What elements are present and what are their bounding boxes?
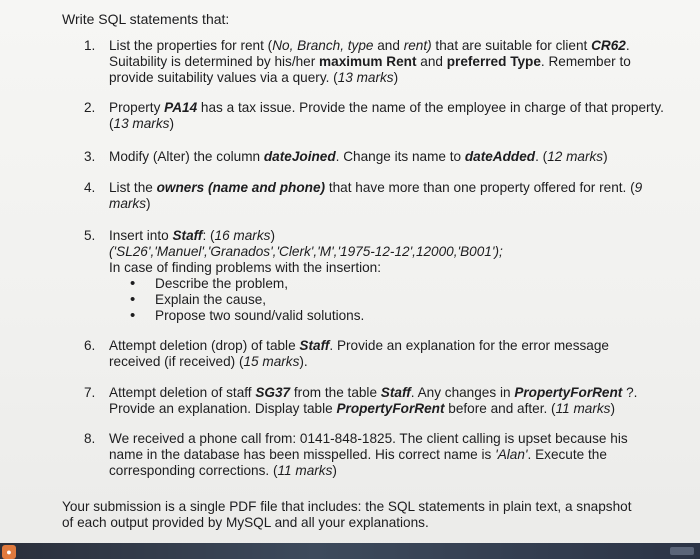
text-segment: CR62	[591, 38, 626, 53]
text-segment: PropertyForRent	[336, 401, 445, 416]
text-segment: 13 marks	[113, 116, 170, 131]
question-number: 2.	[84, 100, 96, 115]
text-segment: Attempt deletion of staff	[109, 385, 256, 400]
question-6	[84, 338, 664, 370]
question-1	[84, 38, 664, 86]
text-segment: from the table	[290, 385, 381, 400]
text-segment: and	[373, 38, 404, 53]
question-text	[109, 38, 631, 85]
question-number: 5.	[84, 228, 96, 243]
question-text	[109, 180, 642, 211]
question-3	[84, 149, 664, 165]
question-4	[84, 180, 664, 212]
question-8	[84, 431, 664, 479]
text-segment: 13 marks	[337, 70, 394, 85]
text-segment: Modify (Alter) the column	[109, 149, 264, 164]
text-segment: Staff	[299, 338, 330, 353]
bullet-item: • Describe the problem,	[130, 276, 664, 292]
question-5	[84, 228, 664, 324]
text-segment: . Change its name to	[335, 149, 465, 164]
text-segment: )	[146, 196, 151, 211]
insert-values: ('SL26','Manuel','Granados','Clerk','M','1975-12-12',12000,'B001');	[109, 244, 503, 259]
tray-icon[interactable]	[670, 547, 694, 555]
text-segment: ?. Provide an explanation. Display table	[109, 385, 638, 416]
text-segment: )	[393, 70, 399, 85]
question-text	[109, 431, 628, 478]
text-segment: 9 marks	[109, 180, 643, 211]
text-segment: 12 marks	[547, 149, 604, 164]
text-segment: . Remember to provide suitability values via a query. (	[109, 54, 631, 85]
text-segment: ).	[299, 354, 308, 369]
text-segment: )	[603, 149, 608, 164]
text-segment: 15 marks	[243, 354, 300, 369]
text-segment: Staff	[172, 228, 203, 243]
question-7	[84, 385, 664, 417]
text-segment: . (	[535, 149, 548, 164]
text-segment: List the	[109, 180, 157, 195]
text-segment: dateJoined	[263, 149, 336, 164]
text-segment: Attempt deletion (drop) of table	[109, 338, 300, 353]
text-segment: No, Branch, type	[272, 38, 374, 53]
app-launcher-icon[interactable]: ●	[2, 545, 16, 559]
text-segment: We received a phone call from: 0141-848-1825. The client calling is upset because his name in the database has been misspelled. His correct name is	[109, 431, 628, 462]
bullet-list	[109, 276, 664, 324]
text-segment: 16 marks	[214, 228, 271, 243]
text-segment: Staff	[380, 385, 411, 400]
text-segment: Insert into	[109, 228, 173, 243]
text-segment: . Provide an explanation for the error message received (if received) (	[109, 338, 609, 369]
question-text	[109, 100, 664, 131]
text-segment: dateAdded	[464, 149, 536, 164]
question-number: 7.	[84, 385, 96, 400]
bullet-item: • Explain the cause,	[130, 292, 664, 308]
text-segment: before and after. (	[444, 401, 556, 416]
text-segment: PA14	[164, 100, 198, 115]
text-segment: that are suitable for client	[431, 38, 592, 53]
question-list	[84, 38, 664, 479]
text-segment: and	[416, 54, 447, 69]
question-number: 4.	[84, 180, 96, 195]
question-number: 3.	[84, 149, 96, 164]
text-segment: that have more than one property offered for rent. (	[325, 180, 635, 195]
question-number: 6.	[84, 338, 96, 353]
text-segment: has a tax issue. Provide the name of the employee in charge of that property. (	[109, 100, 664, 131]
question-text	[109, 228, 275, 243]
text-segment: preferred Type	[446, 54, 541, 69]
text-segment: : (	[202, 228, 215, 243]
text-segment: 11 marks	[277, 463, 333, 478]
insertion-note: In case of finding problems with the insertion:	[109, 260, 382, 275]
text-segment: . Suitability is determined by his/her	[109, 38, 630, 69]
question-text	[109, 338, 609, 369]
text-segment: )	[169, 116, 174, 131]
text-segment: PropertyForRent	[514, 385, 623, 400]
text-segment: List the properties for rent (	[109, 38, 273, 53]
question-number: 8.	[84, 431, 96, 446]
text-segment: 11 marks	[555, 401, 611, 416]
text-segment: )	[610, 401, 616, 416]
submission-note: Your submission is a single PDF file that includes: the SQL statements in plain text, a snapshot of each output provided by MySQL and all your explanations.	[62, 499, 632, 530]
taskbar	[0, 543, 700, 559]
text-segment: SG37	[255, 385, 291, 400]
text-segment: 'Alan'	[495, 447, 528, 462]
question-number: 1.	[84, 38, 96, 53]
page-title: Write SQL statements that:	[62, 11, 230, 27]
text-segment: )	[270, 228, 275, 243]
text-segment: )	[332, 463, 337, 478]
question-2	[84, 100, 664, 132]
bullet-item: • Propose two sound/valid solutions.	[130, 308, 664, 324]
text-segment: . Execute the corresponding corrections. (	[109, 447, 607, 478]
question-text	[109, 149, 608, 164]
text-segment: maximum Rent	[319, 54, 417, 69]
question-text	[109, 385, 637, 416]
text-segment: owners (name and phone)	[156, 180, 326, 195]
text-segment: . Any changes in	[410, 385, 515, 400]
text-segment: rent)	[403, 38, 432, 53]
text-segment: Property	[109, 100, 165, 115]
